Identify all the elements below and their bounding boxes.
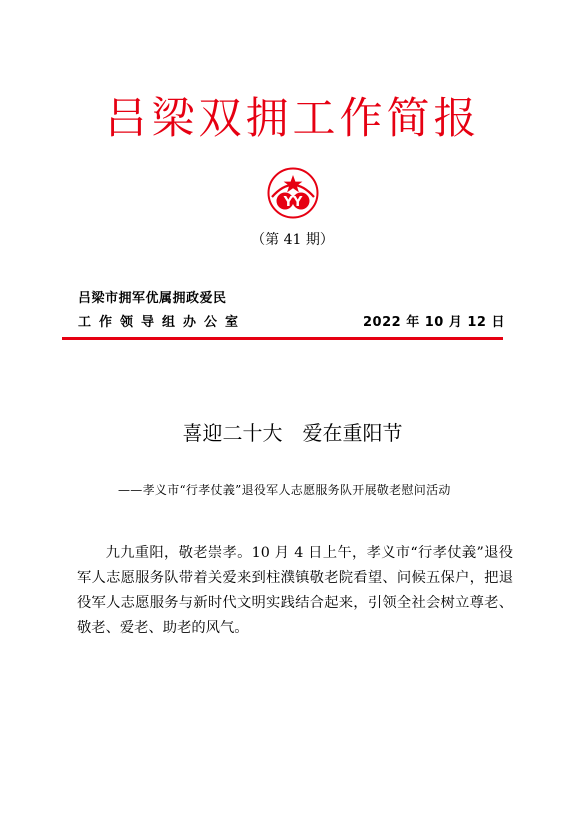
issuer-line-1: 吕梁市拥军优属拥政爱民 <box>78 291 227 306</box>
emblem-letters: YY <box>283 195 303 210</box>
article-body: 九九重阳，敬老崇孝。10 月 4 日上午，孝义市“行孝仗義”退役军人志愿服务队带着关爱来到柱濮镇敬老院看望、问候五保户，把退役军人志愿服务与新时代文明实践结合起来，引领全社会树立尊老、敬老、爱老、助老的风气。 <box>77 545 513 636</box>
article-subtitle: ——孝义市“行孝仗義”退役军人志愿服务队开展敬老慰问活动 <box>118 483 451 497</box>
shuangyong-emblem-icon <box>267 167 319 219</box>
header-divider <box>62 337 503 340</box>
article-headline: 喜迎二十大 爱在重阳节 <box>182 421 403 445</box>
masthead-title: 吕梁双拥工作简报 <box>104 94 481 144</box>
issue-number: （第 41 期） <box>251 232 334 248</box>
publication-date: 2022 年 10 月 12 日 <box>363 315 505 330</box>
issuer-line-2: 工作领导组办公室 <box>78 315 247 330</box>
